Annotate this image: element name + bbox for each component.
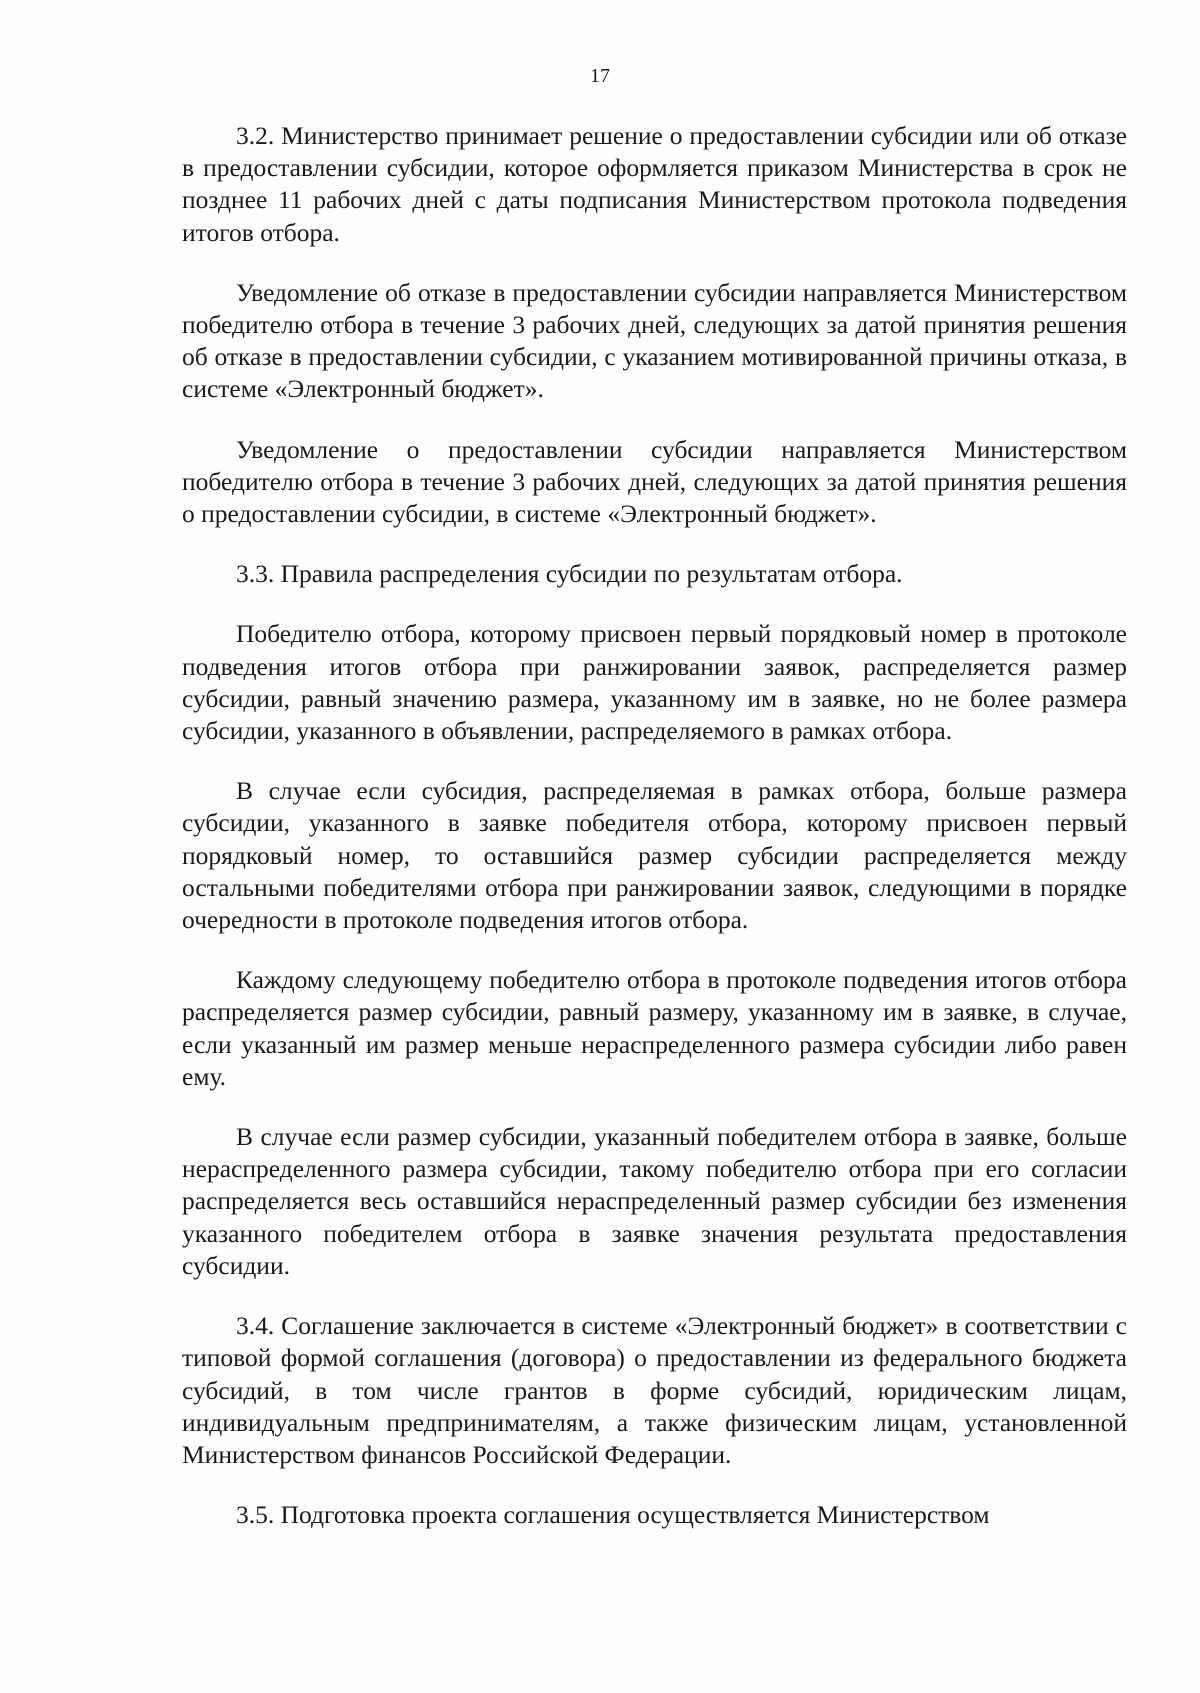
- paragraph-3-4: 3.4. Соглашение заключается в системе «Электронный бюджет» в соответствии с типовой формой соглашения (договора) о предоставлении из федерального бюджета субсидий, в том числе грантов в форме субсидий, юридическим лицам, индивидуальным предпринимателям, а также физическим лицам, установленной Министерством финансов Российской Федерации.: [182, 1311, 1127, 1469]
- paragraph-refusal-notice: Уведомление об отказе в предоставлении субсидии направляется Министерством победителю отбора в течение 3 рабочих дней, следующих за датой принятия решения об отказе в предоставлении субсидии, с указанием мотивированной причины отказа, в системе «Электронный бюджет».: [182, 277, 1127, 404]
- paragraph-grant-notice: Уведомление о предоставлении субсидии направляется Министерством победителю отбора в течение 3 рабочих дней, следующих за датой принятия решения о предоставлении субсидии, в системе «Электронный бюджет».: [182, 434, 1127, 529]
- paragraph-next-winner: Каждому следующему победителю отбора в протоколе подведения итогов отбора распределяется размер субсидии, равный размеру, указанному им в заявке, в случае, если указанный им размер меньше нераспределенного размера субсидии либо равен ему.: [182, 965, 1127, 1091]
- document-body: [182, 120, 1127, 1531]
- paragraph-remaining-distribution: В случае если субсидия, распределяемая в рамках отбора, больше размера субсидии, указанного в заявке победителя отбора, которому присвоен первый порядковый номер, то оставшийся размер субсидии распределяется между остальными победителями отбора при ранжировании заявок, следующими в порядке очередности в протоколе подведения итогов отбора.: [182, 776, 1127, 935]
- paragraph-first-winner: Победителю отбора, которому присвоен первый порядковый номер в протоколе подведения итогов отбора при ранжировании заявок, распределяется размер субсидии, равный значению размера, указанному им в заявке, но не более размера субсидии, указанного в объявлении, распределяемого в рамках отбора.: [182, 619, 1127, 746]
- paragraph-3-3: 3.3. Правила распределения субсидии по результатам отбора.: [236, 559, 903, 589]
- paragraph-3-5: 3.5. Подготовка проекта соглашения осуществляется Министерством: [236, 1500, 990, 1530]
- paragraph-excess-request: В случае если размер субсидии, указанный победителем отбора в заявке, больше нераспределенного размера субсидии, такому победителю отбора при его согласии распределяется весь оставшийся нераспределенный размер субсидии без изменения указанного победителем отбора в заявке значения результата предоставления субсидии.: [182, 1122, 1127, 1280]
- paragraph-3-2: 3.2. Министерство принимает решение о предоставлении субсидии или об отказе в предоставлении субсидии, которое оформляется приказом Министерства в срок не позднее 11 рабочих дней с даты подписания Министерством протокола подведения итогов отбора.: [182, 121, 1127, 247]
- page-number: 17: [590, 65, 610, 87]
